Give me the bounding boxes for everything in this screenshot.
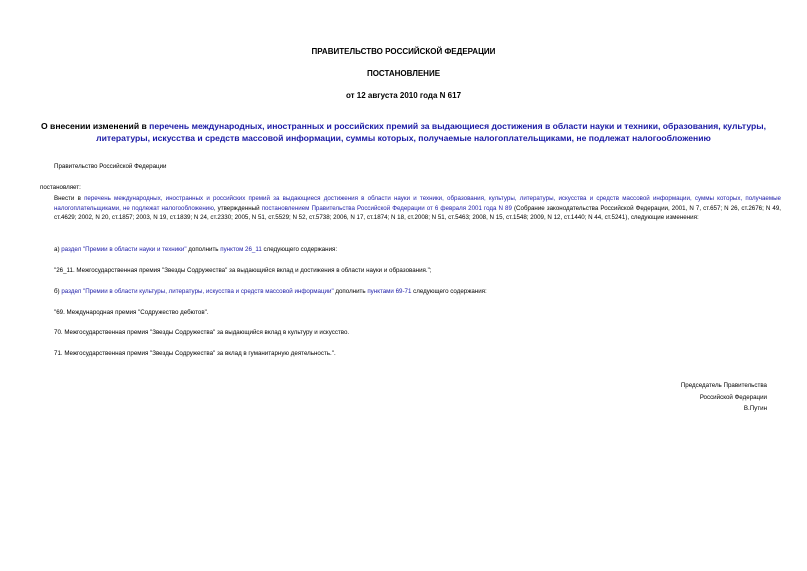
b-prefix: б) bbox=[54, 288, 62, 295]
a-mid: дополнить bbox=[186, 246, 221, 253]
paragraph-main bbox=[40, 194, 781, 223]
signature-title: Председатель Правительства bbox=[680, 382, 767, 389]
b-section-link[interactable]: раздел "Премии в области культуры, литературы, искусства и средств массовой информации" bbox=[61, 288, 334, 295]
a-end: следующего содержания: bbox=[261, 246, 338, 253]
p1-mid: , утвержденный bbox=[213, 204, 262, 212]
government-heading: ПРАВИТЕЛЬСТВО РОССИЙСКОЙ ФЕДЕРАЦИИ bbox=[311, 47, 496, 56]
title-list-link[interactable]: перечень международных, иностранных и российских премий за выдающиеся достижения в области науки и техники, образования, культуры, литературы, искусства и средств массовой информации, суммы которых, получаемые налогоплательщиками, не подлежат налогообложению bbox=[96, 121, 766, 143]
doc-type-heading: ПОСТАНОВЛЕНИЕ bbox=[366, 69, 441, 78]
b-end: следующего содержания: bbox=[411, 288, 487, 295]
p1-list-link[interactable]: перечень международных, иностранных и российских премий за выдающиеся достижения в области науки и техники, образования, культуры, литературы, искусства и средств массовой информации, суммы которых, получаемые налогоплательщиками, не подлежат налогообложению bbox=[54, 195, 781, 212]
item-71: 71. Межгосударственная премия "Звезды Содружества" за вклад в гуманитарную деятельность.". bbox=[54, 350, 336, 357]
a-section-link[interactable]: раздел "Премии в области науки и техники" bbox=[61, 246, 187, 253]
p1-start: Внести в bbox=[54, 195, 85, 202]
title-prefix: О внесении изменений в bbox=[40, 121, 150, 131]
decrees-label: постановляет: bbox=[40, 184, 81, 191]
paragraph-b bbox=[40, 287, 781, 297]
item-69: "69. Международная премия "Содружество дебютов". bbox=[54, 309, 209, 316]
a-item-link[interactable]: пунктом 26_11 bbox=[220, 246, 262, 253]
signature-org: Российской Федерации bbox=[699, 393, 767, 401]
paragraph-a bbox=[40, 245, 781, 255]
government-name: Правительство Российской Федерации bbox=[54, 163, 167, 170]
item-26-11: "26_11. Межгосударственная премия "Звезды Содружества" за выдающийся вклад и достижения в области науки и образования."; bbox=[54, 267, 432, 274]
item-70: 70. Межгосударственная премия "Звезды Содружества" за выдающийся вклад в культуру и искусство. bbox=[54, 329, 350, 336]
date-number-heading: от 12 августа 2010 года N 617 bbox=[345, 91, 462, 100]
signature-name: В.Путин bbox=[743, 405, 767, 412]
a-prefix: а) bbox=[54, 246, 62, 253]
p1-decree-link[interactable]: постановлением Правительства Российской Федерации от 6 февраля 2001 года N 89 bbox=[261, 204, 512, 212]
p1-end: (Собрание законодательства Российской Федерации, 2001, N 7, ст.657; N 26, ст.2676; N 49, ст.4629; 2002, N 20, ст.1857; 2003, N 19, ст.1839; N 24, ст.2330; 2005, N 51, ст.5529; N 52, ст.5738; 2006, N 17, ст.1874; N 18, ст.2008; N 51, ст.5463; 2008, N 15, ст.1548; 2009, N 12, ст.1440; N 44, ст.5241), следующие изменения: bbox=[54, 204, 782, 221]
document-title bbox=[40, 120, 767, 144]
signature-block bbox=[681, 380, 767, 415]
b-mid: дополнить bbox=[333, 288, 368, 295]
b-items-link[interactable]: пунктами 69-71 bbox=[367, 288, 412, 295]
